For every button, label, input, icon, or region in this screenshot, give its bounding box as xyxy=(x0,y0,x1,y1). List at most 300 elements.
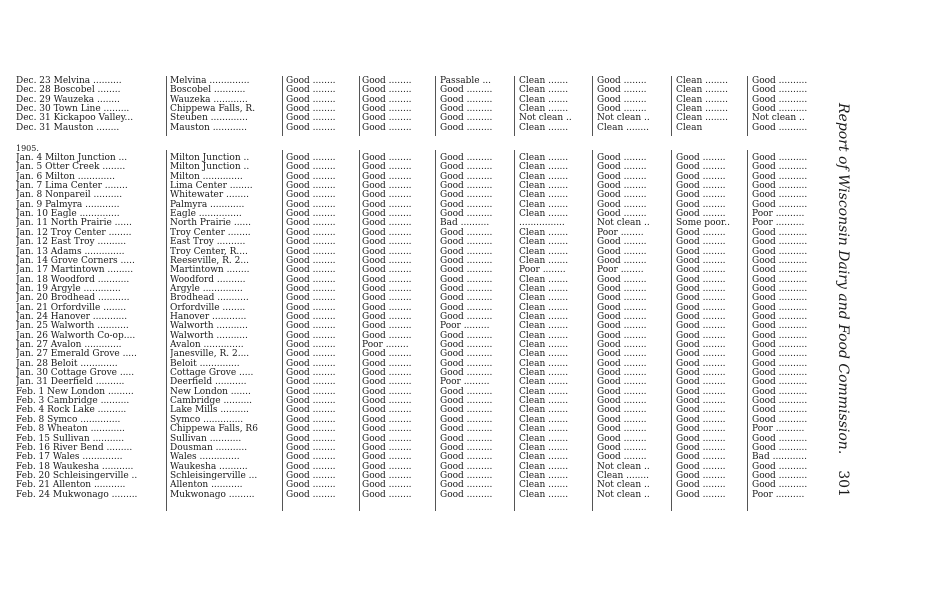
cell-col-4: Good ........ xyxy=(362,442,412,453)
cell-date-factory: Jan. 20 Brodhead ........... xyxy=(16,293,130,304)
cell-col-6: Clean ....... xyxy=(519,461,569,472)
cell-col-4: Good ........ xyxy=(362,85,412,96)
cell-col-4: Good ........ xyxy=(362,199,412,210)
cell-col-8: Good ........ xyxy=(676,349,726,360)
cell-post-office: Mukwonago ......... xyxy=(170,489,255,500)
cell-col-6: Clean ....... xyxy=(519,452,569,463)
cell-col-9: Good .......... xyxy=(752,433,808,444)
cell-post-office: Lima Center ........ xyxy=(170,181,253,192)
cell-col-3: Good ........ xyxy=(286,358,336,369)
cell-col-9: Good .......... xyxy=(752,76,808,86)
cell-col-3: Good ........ xyxy=(286,311,336,322)
column-rule xyxy=(166,76,167,136)
cell-post-office: Argyle .............. xyxy=(170,283,243,294)
cell-col-5: Good ......... xyxy=(440,414,493,425)
year-label: 1905. xyxy=(16,144,39,153)
cell-col-9: Good .......... xyxy=(752,171,808,182)
cell-col-8: Good ........ xyxy=(676,480,726,491)
cell-post-office: Walworth ........... xyxy=(170,330,248,341)
cell-col-8: Clean xyxy=(676,122,703,133)
cell-col-6: Clean ....... xyxy=(519,480,569,491)
cell-col-7: Not clean .. xyxy=(597,218,650,229)
column-rule xyxy=(671,76,672,136)
cell-col-5: Good ......... xyxy=(440,274,493,285)
column-rule xyxy=(747,150,748,511)
cell-col-6: Clean ....... xyxy=(519,433,569,444)
cell-date-factory: Feb. 8 Wheaton ............ xyxy=(16,424,125,435)
cell-col-6: Clean ....... xyxy=(519,340,569,350)
cell-col-3: Good ........ xyxy=(286,171,336,182)
cell-col-8: Good ........ xyxy=(676,386,726,397)
cell-date-factory: Jan. 8 Nonpareil .......... xyxy=(16,190,123,201)
cell-col-9: Poor .......... xyxy=(752,209,805,220)
cell-post-office: Symco .............. xyxy=(170,414,244,425)
cell-post-office: Reeseville, R. 2... xyxy=(170,255,249,266)
cell-col-8: Good ........ xyxy=(676,340,726,350)
cell-col-5: Good ......... xyxy=(440,255,493,266)
cell-col-8: Good ........ xyxy=(676,246,726,257)
cell-col-8: Good ........ xyxy=(676,283,726,294)
cell-col-9: Good .......... xyxy=(752,283,808,294)
cell-col-6: Clean ....... xyxy=(519,76,569,86)
cell-col-7: Good ........ xyxy=(597,94,647,105)
cell-col-6: Clean ....... xyxy=(519,302,569,313)
cell-col-8: Clean ........ xyxy=(676,76,729,86)
cell-col-8: Good ........ xyxy=(676,424,726,435)
cell-col-7: Good ........ xyxy=(597,104,647,115)
cell-post-office: Walworth ........... xyxy=(170,321,248,332)
cell-date-factory: Jan. 18 Woodford ........... xyxy=(16,274,130,285)
cell-col-7: Good ........ xyxy=(597,246,647,257)
cell-col-9: Good .......... xyxy=(752,470,808,481)
cell-col-5: Good ......... xyxy=(440,122,493,133)
cell-col-7: Good ........ xyxy=(597,237,647,248)
cell-date-factory: Jan. 12 East Troy .......... xyxy=(16,237,127,248)
cell-col-8: Good ........ xyxy=(676,489,726,500)
cell-col-4: Good ........ xyxy=(362,181,412,192)
cell-col-6: Poor ........ xyxy=(519,265,566,276)
cell-col-9: Good .......... xyxy=(752,461,808,472)
cell-col-5: Good ......... xyxy=(440,358,493,369)
cell-date-factory: Feb. 20 Schleisingerville .. xyxy=(16,470,138,481)
cell-date-factory: Feb. 17 Wales .............. xyxy=(16,452,123,463)
cell-date-factory: Feb. 1 New London ......... xyxy=(16,386,134,397)
cell-col-9: Good .......... xyxy=(752,396,808,407)
cell-col-9: Good .......... xyxy=(752,255,808,266)
column-rule xyxy=(166,150,167,511)
cell-post-office: Allenton ........... xyxy=(170,480,243,491)
cell-col-3: Good ........ xyxy=(286,340,336,350)
cell-date-factory: Dec. 31 Mauston ........ xyxy=(16,122,120,133)
cell-col-9: Good .......... xyxy=(752,358,808,369)
cell-col-9: Good .......... xyxy=(752,442,808,453)
cell-date-factory: Dec. 29 Wauzeka ........ xyxy=(16,94,120,105)
cell-col-6: Clean ....... xyxy=(519,181,569,192)
cell-col-4: Good ........ xyxy=(362,162,412,173)
cell-col-9: Good .......... xyxy=(752,330,808,341)
cell-col-4: Good ........ xyxy=(362,311,412,322)
cell-col-5: Good ......... xyxy=(440,199,493,210)
cell-col-9: Good .......... xyxy=(752,199,808,210)
cell-col-7: Good ........ xyxy=(597,396,647,407)
cell-date-factory: Jan. 27 Avalon ............. xyxy=(16,340,122,350)
cell-col-6: Clean ....... xyxy=(519,274,569,285)
cell-col-9: Good .......... xyxy=(752,153,808,163)
cell-col-9: Good .......... xyxy=(752,386,808,397)
cell-col-7: Good ........ xyxy=(597,199,647,210)
cell-col-3: Good ........ xyxy=(286,396,336,407)
cell-date-factory: Jan. 7 Lima Center ........ xyxy=(16,181,128,192)
cell-col-8: Good ........ xyxy=(676,274,726,285)
cell-col-3: Good ........ xyxy=(286,85,336,96)
cell-col-6: Clean ....... xyxy=(519,396,569,407)
cell-col-8: Good ........ xyxy=(676,414,726,425)
cell-post-office: Brodhead ........... xyxy=(170,293,249,304)
cell-col-7: Good ........ xyxy=(597,330,647,341)
cell-col-6: Clean ....... xyxy=(519,424,569,435)
cell-col-7: Not clean .. xyxy=(597,480,650,491)
column-rule xyxy=(359,76,360,136)
cell-date-factory: Jan. 4 Milton Junction ... xyxy=(16,153,128,163)
cell-col-8: Good ........ xyxy=(676,368,726,379)
cell-col-7: Good ........ xyxy=(597,153,647,163)
cell-col-9: Good .......... xyxy=(752,368,808,379)
cell-col-3: Good ........ xyxy=(286,218,336,229)
cell-col-3: Good ........ xyxy=(286,153,336,163)
cell-post-office: Palmyra ............ xyxy=(170,199,245,210)
cell-col-6: Clean ....... xyxy=(519,190,569,201)
cell-col-4: Good ........ xyxy=(362,76,412,86)
cell-col-4: Good ........ xyxy=(362,283,412,294)
cell-col-6: Clean ....... xyxy=(519,489,569,500)
cell-date-factory: Jan. 24 Hanover ............ xyxy=(16,311,128,322)
cell-col-7: Good ........ xyxy=(597,377,647,388)
cell-col-3: Good ........ xyxy=(286,113,336,124)
cell-col-6: Clean ....... xyxy=(519,405,569,416)
cell-col-5: Good ......... xyxy=(440,461,493,472)
cell-col-5: Good ......... xyxy=(440,396,493,407)
column-rule xyxy=(514,150,515,511)
cell-col-4: Good ........ xyxy=(362,113,412,124)
cell-col-5: Good ......... xyxy=(440,104,493,115)
cell-col-4: Good ........ xyxy=(362,171,412,182)
cell-date-factory: Feb. 18 Waukesha ........... xyxy=(16,461,134,472)
cell-col-4: Good ........ xyxy=(362,396,412,407)
cell-post-office: Cottage Grove ..... xyxy=(170,368,254,379)
cell-col-9: Good .......... xyxy=(752,227,808,238)
cell-col-5: Good ......... xyxy=(440,153,493,163)
cell-col-6: Clean ....... xyxy=(519,227,569,238)
cell-col-9: Poor .......... xyxy=(752,218,805,229)
cell-col-5: Good ......... xyxy=(440,433,493,444)
cell-col-6: Clean ....... xyxy=(519,153,569,163)
cell-col-8: Good ........ xyxy=(676,237,726,248)
cell-col-3: Good ........ xyxy=(286,405,336,416)
cell-col-7: Good ........ xyxy=(597,442,647,453)
cell-col-7: Clean ........ xyxy=(597,122,650,133)
cell-col-3: Good ........ xyxy=(286,274,336,285)
cell-col-4: Good ........ xyxy=(362,274,412,285)
cell-col-7: Good ........ xyxy=(597,302,647,313)
cell-col-6: Clean ....... xyxy=(519,321,569,332)
cell-col-7: Good ........ xyxy=(597,181,647,192)
cell-col-5: Passable ... xyxy=(440,76,492,86)
cell-col-9: Not clean .. xyxy=(752,113,805,124)
cell-col-4: Good ........ xyxy=(362,414,412,425)
cell-col-7: Good ........ xyxy=(597,311,647,322)
column-rule xyxy=(671,150,672,511)
cell-col-7: Good ........ xyxy=(597,340,647,350)
cell-col-8: Good ........ xyxy=(676,265,726,276)
cell-col-6: Clean ....... xyxy=(519,199,569,210)
cell-col-5: Good ......... xyxy=(440,470,493,481)
cell-col-3: Good ........ xyxy=(286,94,336,105)
cell-date-factory: Jan. 30 Cottage Grove ..... xyxy=(16,368,135,379)
cell-date-factory: Feb. 16 River Bend ......... xyxy=(16,442,133,453)
cell-col-4: Good ........ xyxy=(362,461,412,472)
cell-col-5: Good ......... xyxy=(440,246,493,257)
cell-col-7: Good ........ xyxy=(597,452,647,463)
cell-col-4: Good ........ xyxy=(362,470,412,481)
cell-col-7: Good ........ xyxy=(597,171,647,182)
cell-col-8: Good ........ xyxy=(676,255,726,266)
cell-col-8: Good ........ xyxy=(676,330,726,341)
cell-col-9: Good .......... xyxy=(752,321,808,332)
cell-col-4: Good ........ xyxy=(362,433,412,444)
cell-col-6: Clean ....... xyxy=(519,122,569,133)
cell-col-8: Good ........ xyxy=(676,452,726,463)
cell-post-office: Milton Junction .. xyxy=(170,153,250,163)
cell-date-factory: Feb. 4 Rock Lake .......... xyxy=(16,405,127,416)
cell-col-8: Good ........ xyxy=(676,162,726,173)
cell-post-office: Woodford .......... xyxy=(170,274,246,285)
cell-col-7: Good ........ xyxy=(597,405,647,416)
cell-col-3: Good ........ xyxy=(286,386,336,397)
cell-col-4: Good ........ xyxy=(362,209,412,220)
cell-col-6: Clean ....... xyxy=(519,368,569,379)
cell-col-5: Good ......... xyxy=(440,349,493,360)
cell-col-8: Clean ........ xyxy=(676,85,729,96)
cell-col-3: Good ........ xyxy=(286,442,336,453)
cell-col-5: Good ......... xyxy=(440,311,493,322)
cell-date-factory: Jan. 13 Adams .............. xyxy=(16,246,125,257)
cell-post-office: Boscobel ........... xyxy=(170,85,246,96)
cell-col-5: Good ......... xyxy=(440,94,493,105)
cell-post-office: Melvina .............. xyxy=(170,76,250,86)
cell-col-5: Good ......... xyxy=(440,489,493,500)
cell-col-7: Good ........ xyxy=(597,190,647,201)
cell-date-factory: Dec. 30 Town Line ......... xyxy=(16,104,130,115)
cell-col-9: Good .......... xyxy=(752,122,808,133)
cell-post-office: Hanover ............ xyxy=(170,311,247,322)
cell-post-office: Janesville, R. 2.... xyxy=(170,349,250,360)
cell-post-office: Steuben ............. xyxy=(170,113,248,124)
cell-date-factory: Jan. 17 Martintown ......... xyxy=(16,265,134,276)
cell-col-4: Good ........ xyxy=(362,94,412,105)
cell-col-5: Good ......... xyxy=(440,85,493,96)
cell-col-9: Good .......... xyxy=(752,377,808,388)
cell-post-office: Waukesha .......... xyxy=(170,461,248,472)
cell-col-6: Clean ....... xyxy=(519,377,569,388)
cell-col-5: Good ......... xyxy=(440,424,493,435)
cell-col-5: Good ......... xyxy=(440,162,493,173)
cell-date-factory: Jan. 5 Otter Creek ........ xyxy=(16,162,126,173)
column-rule xyxy=(592,150,593,511)
cell-col-6: Clean ....... xyxy=(519,255,569,266)
cell-col-5: Good ......... xyxy=(440,237,493,248)
cell-col-9: Good .......... xyxy=(752,246,808,257)
cell-col-8: Good ........ xyxy=(676,227,726,238)
cell-date-factory: Feb. 15 Sullivan ........... xyxy=(16,433,125,444)
cell-col-8: Good ........ xyxy=(676,293,726,304)
cell-col-6: Clean ....... xyxy=(519,414,569,425)
cell-col-5: Good ......... xyxy=(440,340,493,350)
column-rule xyxy=(282,150,283,511)
cell-col-3: Good ........ xyxy=(286,321,336,332)
cell-col-5: Good ......... xyxy=(440,386,493,397)
cell-col-4: Good ........ xyxy=(362,246,412,257)
cell-col-3: Good ........ xyxy=(286,283,336,294)
cell-col-5: Good ......... xyxy=(440,480,493,491)
cell-col-7: Good ........ xyxy=(597,255,647,266)
cell-col-9: Good .......... xyxy=(752,349,808,360)
cell-col-9: Good .......... xyxy=(752,265,808,276)
cell-col-4: Good ........ xyxy=(362,349,412,360)
cell-col-8: Good ........ xyxy=(676,405,726,416)
column-rule xyxy=(359,150,360,511)
cell-col-8: Clean ........ xyxy=(676,104,729,115)
cell-date-factory: Jan. 31 Deerfield .......... xyxy=(16,377,125,388)
cell-post-office: Wauzeka ............ xyxy=(170,94,248,105)
cell-col-6: Clean ....... xyxy=(519,311,569,322)
cell-col-8: Some poor.. xyxy=(676,218,730,229)
cell-col-4: Poor ........ xyxy=(362,340,409,350)
cell-col-9: Good .......... xyxy=(752,162,808,173)
cell-col-8: Good ........ xyxy=(676,311,726,322)
cell-col-4: Good ........ xyxy=(362,452,412,463)
cell-col-3: Good ........ xyxy=(286,302,336,313)
page-number: 301 xyxy=(835,470,851,498)
cell-col-4: Good ........ xyxy=(362,255,412,266)
cell-col-6: ................ xyxy=(519,218,565,229)
running-header-title: Report of Wisconsin Dairy and Food Commission. xyxy=(835,102,851,455)
cell-col-3: Good ........ xyxy=(286,227,336,238)
cell-col-7: Not clean .. xyxy=(597,113,650,124)
cell-col-6: Clean ....... xyxy=(519,85,569,96)
cell-col-4: Good ........ xyxy=(362,358,412,369)
cell-post-office: Deerfield ........... xyxy=(170,377,247,388)
cell-col-7: Good ........ xyxy=(597,85,647,96)
cell-col-3: Good ........ xyxy=(286,76,336,86)
cell-col-9: Good .......... xyxy=(752,190,808,201)
cell-col-5: Good ......... xyxy=(440,302,493,313)
cell-col-6: Clean ....... xyxy=(519,330,569,341)
cell-post-office: Avalon .............. xyxy=(170,340,244,350)
cell-col-3: Good ........ xyxy=(286,199,336,210)
cell-col-8: Good ........ xyxy=(676,181,726,192)
cell-post-office: Cambridge .......... xyxy=(170,396,253,407)
cell-post-office: Whitewater ........ xyxy=(170,190,249,201)
cell-col-9: Good .......... xyxy=(752,104,808,115)
cell-date-factory: Jan. 10 Eagle .............. xyxy=(16,209,120,220)
cell-date-factory: Jan. 6 Milton ............. xyxy=(16,171,115,182)
cell-col-4: Good ........ xyxy=(362,424,412,435)
cell-col-3: Good ........ xyxy=(286,104,336,115)
cell-col-6: Clean ....... xyxy=(519,470,569,481)
cell-col-3: Good ........ xyxy=(286,480,336,491)
cell-col-5: Good ......... xyxy=(440,452,493,463)
cell-post-office: Chippewa Falls, R. xyxy=(170,104,256,115)
cell-col-8: Clean ........ xyxy=(676,113,729,124)
cell-col-4: Good ........ xyxy=(362,405,412,416)
cell-date-factory: Feb. 24 Mukwonago ......... xyxy=(16,489,138,500)
cell-post-office: Sullivan ........... xyxy=(170,433,242,444)
cell-post-office: Beloit .............. xyxy=(170,358,240,369)
cell-col-3: Good ........ xyxy=(286,237,336,248)
cell-col-4: Good ........ xyxy=(362,218,412,229)
cell-col-4: Good ........ xyxy=(362,480,412,491)
cell-col-7: Good ........ xyxy=(597,358,647,369)
cell-col-7: Good ........ xyxy=(597,424,647,435)
cell-col-4: Good ........ xyxy=(362,330,412,341)
cell-col-6: Clean ....... xyxy=(519,442,569,453)
cell-col-8: Good ........ xyxy=(676,396,726,407)
cell-col-3: Good ........ xyxy=(286,489,336,500)
cell-col-6: Clean ....... xyxy=(519,349,569,360)
cell-col-9: Good .......... xyxy=(752,480,808,491)
cell-col-9: Good .......... xyxy=(752,414,808,425)
cell-col-3: Good ........ xyxy=(286,162,336,173)
cell-col-3: Good ........ xyxy=(286,255,336,266)
cell-col-3: Good ........ xyxy=(286,377,336,388)
cell-col-3: Good ........ xyxy=(286,293,336,304)
cell-col-6: Clean ....... xyxy=(519,283,569,294)
cell-post-office: East Troy .......... xyxy=(170,237,246,248)
cell-col-8: Good ........ xyxy=(676,470,726,481)
cell-date-factory: Jan. 28 Beloit ............. xyxy=(16,358,118,369)
cell-col-5: Poor ......... xyxy=(440,377,490,388)
cell-col-7: Not clean .. xyxy=(597,489,650,500)
cell-col-3: Good ........ xyxy=(286,181,336,192)
cell-col-6: Clean ....... xyxy=(519,386,569,397)
cell-col-8: Good ........ xyxy=(676,209,726,220)
cell-col-7: Good ........ xyxy=(597,283,647,294)
cell-col-8: Good ........ xyxy=(676,377,726,388)
cell-col-6: Clean ....... xyxy=(519,104,569,115)
cell-post-office: Troy Center ........ xyxy=(170,227,251,238)
cell-col-4: Good ........ xyxy=(362,190,412,201)
cell-col-7: Good ........ xyxy=(597,321,647,332)
cell-col-3: Good ........ xyxy=(286,368,336,379)
cell-col-5: Poor ......... xyxy=(440,321,490,332)
cell-col-8: Good ........ xyxy=(676,442,726,453)
cell-col-5: Good ......... xyxy=(440,209,493,220)
cell-col-8: Good ........ xyxy=(676,461,726,472)
cell-col-9: Good .......... xyxy=(752,311,808,322)
cell-col-8: Good ........ xyxy=(676,358,726,369)
cell-col-5: Good ......... xyxy=(440,190,493,201)
cell-col-5: Good ......... xyxy=(440,368,493,379)
column-rule xyxy=(435,150,436,511)
cell-col-8: Good ........ xyxy=(676,153,726,163)
cell-col-4: Good ........ xyxy=(362,122,412,133)
cell-col-3: Good ........ xyxy=(286,246,336,257)
column-rule xyxy=(747,76,748,136)
cell-col-7: Good ........ xyxy=(597,414,647,425)
cell-col-4: Good ........ xyxy=(362,293,412,304)
cell-col-7: Good ........ xyxy=(597,368,647,379)
cell-date-factory: Feb. 21 Allenton ........... xyxy=(16,480,126,491)
